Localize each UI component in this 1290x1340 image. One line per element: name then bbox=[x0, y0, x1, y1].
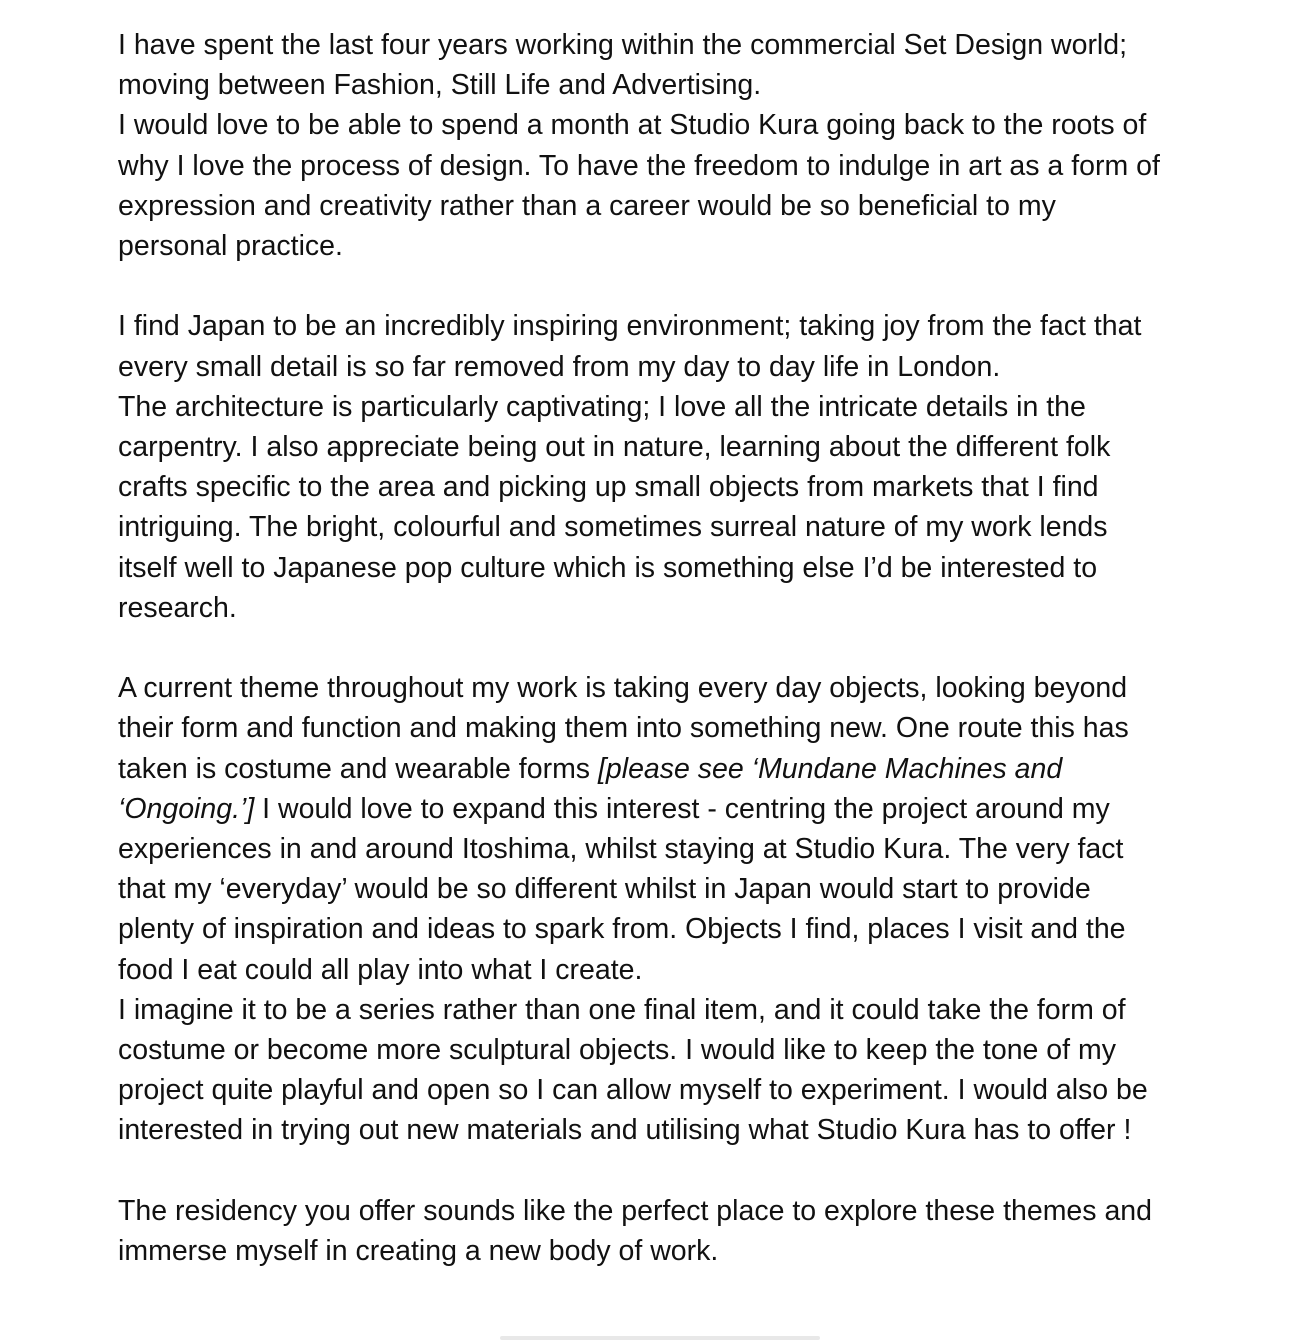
text-line: that my ‘everyday’ would be so different whilst in Japan would start to provide bbox=[118, 873, 1091, 906]
text-line: carpentry. I also appreciate being out in nature, learning about the different folk bbox=[118, 431, 1111, 464]
text-line: food I eat could all play into what I create. bbox=[118, 953, 643, 986]
text-line: interested in trying out new materials and utilising what Studio Kura has to offer ! bbox=[118, 1114, 1132, 1147]
document-body bbox=[118, 25, 1228, 1311]
text-line: The residency you offer sounds like the perfect place to explore these themes and bbox=[118, 1194, 1153, 1227]
text-line: research. bbox=[118, 591, 237, 624]
text-line: why I love the process of design. To have the freedom to indulge in art as a form of bbox=[118, 149, 1160, 182]
text-line: I would love to be able to spend a month at Studio Kura going back to the roots of bbox=[118, 109, 1147, 142]
text-line: project quite playful and open so I can allow myself to experiment. I would also be bbox=[118, 1074, 1148, 1107]
text-line bbox=[118, 749, 1228, 789]
text-line: immerse myself in creating a new body of work. bbox=[118, 1235, 719, 1268]
text-line: expression and creativity rather than a career would be so beneficial to my bbox=[118, 189, 1056, 222]
text-line: moving between Fashion, Still Life and Advertising. bbox=[118, 69, 762, 102]
text-line: A current theme throughout my work is taking every day objects, looking beyond bbox=[118, 672, 1128, 705]
text-line: intriguing. The bright, colourful and sometimes surreal nature of my work lends bbox=[118, 511, 1108, 544]
bottom-scroll-indicator bbox=[500, 1336, 820, 1340]
text-line: personal practice. bbox=[118, 230, 343, 263]
text-line: I imagine it to be a series rather than one final item, and it could take the form of bbox=[118, 993, 1126, 1026]
paragraph-theme bbox=[118, 668, 1228, 1150]
text-line: The architecture is particularly captivating; I love all the intricate details in the bbox=[118, 390, 1086, 423]
text-line: crafts specific to the area and picking up small objects from markets that I find bbox=[118, 471, 1099, 504]
text-line: costume or become more sculptural objects. I would like to keep the tone of my bbox=[118, 1034, 1116, 1067]
text-line: I find Japan to be an incredibly inspiring environment; taking joy from the fact that bbox=[118, 310, 1142, 343]
paragraph-closing bbox=[118, 1191, 1228, 1271]
text-line bbox=[118, 789, 1228, 829]
paragraph-intro bbox=[118, 25, 1228, 266]
italic-reference: ‘Ongoing.’] bbox=[118, 792, 255, 825]
text-line: experiences in and around Itoshima, whilst staying at Studio Kura. The very fact bbox=[118, 833, 1124, 866]
italic-reference: [please see ‘Mundane Machines and bbox=[597, 752, 1063, 785]
paragraph-japan bbox=[118, 306, 1228, 628]
text-line: their form and function and making them into something new. One route this has bbox=[118, 712, 1129, 745]
text-line: every small detail is so far removed from my day to day life in London. bbox=[118, 350, 1001, 383]
text-run: I would love to expand this interest - centring the project around my bbox=[254, 792, 1110, 825]
text-run: taken is costume and wearable forms bbox=[118, 752, 598, 785]
text-line: plenty of inspiration and ideas to spark from. Objects I find, places I visit and the bbox=[118, 913, 1126, 946]
text-line: itself well to Japanese pop culture which is something else I’d be interested to bbox=[118, 551, 1098, 584]
text-line: I have spent the last four years working within the commercial Set Design world; bbox=[118, 29, 1128, 61]
